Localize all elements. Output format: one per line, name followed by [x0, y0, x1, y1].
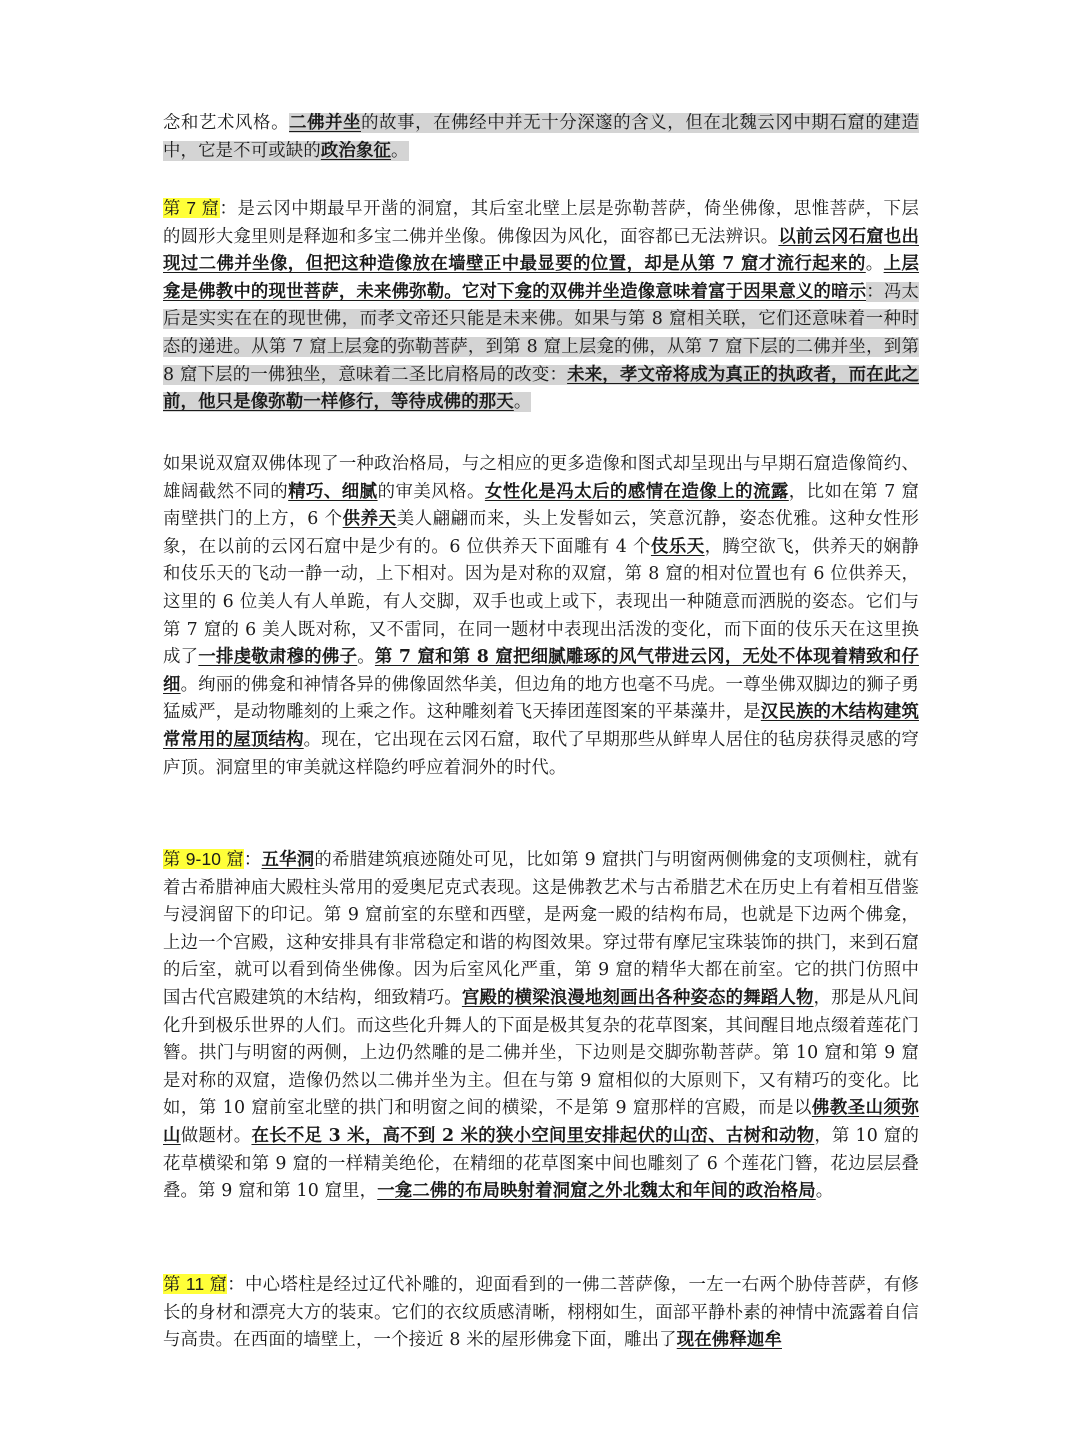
emphasized-text: 以前云冈石窟也出现过二佛并坐像，但把这种造像放在墙壁正中最显要的位置，却是从第 7 窟才流行起来的: [163, 226, 919, 275]
text-run: 做题材。: [180, 1125, 252, 1146]
text-run: 美人翩翩而来，头上发髻如云，笑意沉静，姿态优雅。这种女性形象，在以前的云冈石窟中是少有的。6 位供养天下面雕有 4 个: [163, 509, 920, 557]
text-run: 念和艺术风格。: [163, 113, 290, 133]
text-run: ，第 10 窟的花草横梁和第 9 窟的一样精美绝伦，在精细的花草图案中间也雕刻了 6 个莲花门簪，花边层层叠叠。第 9 窟和第 10 窟里，: [163, 1125, 920, 1202]
cave-label: 第 11 窟: [163, 1274, 228, 1294]
emphasized-text: 女性化是冯太后的感情在造像上的流露: [484, 481, 789, 502]
text-run: 。: [815, 1181, 834, 1202]
highlighted-text: 的故事，在佛经中并无十分深邃的含义，但在北魏云冈中期石窟的建造中，它是不可或缺的: [163, 113, 919, 161]
emphasized-text: 五华洞: [261, 850, 315, 870]
cave-label: 第 9-10 窟: [163, 849, 244, 869]
text-run: ：中心塔柱是经过辽代补雕的，迎面看到的一佛二菩萨像，一左一右两个胁侍菩萨，有修长的身材和漂亮大方的装束。它们的衣纹质感清晰，栩栩如生，面部平静朴素的神情中流露着自信与高贵。在西面的墙壁上，一个接近 8 米的屋形佛龛下面，雕出了: [163, 1275, 919, 1351]
emphasized-text: 精巧、细腻: [288, 481, 378, 502]
cave-label: 第 7 窟: [163, 198, 220, 218]
text-run: 。: [865, 254, 884, 275]
emphasized-highlighted-text: 二佛并坐: [289, 113, 362, 133]
emphasized-text: 上层龛是佛教中的现世菩萨，未来佛弥勒。它对下龛的双佛并坐造像意味着富于因果意义的暗示: [163, 254, 919, 302]
text-run: ：: [243, 850, 262, 870]
text-run: ，那是从凡间化升到极乐世界的人们。而这些化升舞人的下面是极其复杂的花草图案，其间醒目地点缀着莲花门簪。拱门与明窗的两侧，上边仍然雕的是二佛并坐，下边则是交脚弥勒菩萨。第 10 窟和第 9 窟是对称的双窟，造像仍然以二佛并坐为主。但在与第 9 窟相似的大原则下，又有精巧的变化。比如，第 10 窟前室北壁的拱门和明窗之间的横梁，不是第 9 窟那样的宫殿，而是以: [163, 987, 919, 1119]
highlighted-text: ：冯太后是实实在在的现世佛，而孝文帝还只能是未来佛。如果与第 8 窟相关联，它们还意味着一种时态的递进。从第 7 窟上层龛的弥勒菩萨，到第 8 窟上层龛的佛，从第 7 窟下层的二佛并坐，到第 8 窟下层的一佛独坐，意味着二圣比肩格局的改变：: [163, 281, 919, 385]
emphasized-text: 一龛二佛的布局映射着洞窟之外北魏太和年间的政治格局: [377, 1181, 816, 1202]
emphasized-text: 在长不足 3 米，高不到 2 米的狭小空间里安排起伏的山峦、古树和动物: [251, 1125, 815, 1146]
text-run: ，腾空欲飞，供养天的娴静和伎乐天的飞动一静一动，上下相对。因为是对称的双窟，第 8 窟的相对位置也有 6 位供养天，这里的 6 位美人有人单跪，有人交脚，双手也或上或下，表现出一种随意而洒脱的姿态。它们与第 7 窟的 6 美人既对称，又不雷同，在同一题材中表现出活泼的变化，而下面的伎乐天在这里换成了: [163, 536, 919, 668]
highlighted-text: 。: [513, 392, 532, 413]
text-run: 的审美风格。: [377, 481, 485, 502]
emphasized-text: 一排虔敬肃穆的佛子: [198, 647, 358, 668]
emphasized-text: 供养天: [342, 509, 397, 530]
emphasized-text: 宫殿的横梁浪漫地刻画出各种姿态的舞蹈人物: [461, 987, 814, 1008]
text-run: ，比如在第 7 窟南壁拱门的上方，6 个: [163, 481, 919, 530]
emphasized-highlighted-text: 未来，孝文帝将成为真正的执政者，而在此之前，他只是像弥勒一样修行，等待成佛的那天: [163, 364, 919, 413]
highlighted-text: 。: [391, 140, 409, 161]
emphasized-text: 佛教圣山须弥山: [163, 1098, 920, 1146]
text-run: 。绚丽的佛龛和神情各异的佛像固然华美，但边角的地方也毫不马虎。一尊坐佛双脚边的狮子勇猛威严，是动物雕刻的上乘之作。这种雕刻着飞天捧团莲图案的平棊藻井，是: [163, 674, 919, 723]
emphasized-text: 第 7 窟和第 8 窟把细腻雕琢的风气带进云冈，无处不体现着精致和仔细: [163, 647, 919, 695]
paragraph-cave-7: [163, 195, 919, 417]
text-run: 。: [357, 647, 375, 668]
text-run: 。现在，它出现在云冈石窟，取代了早期那些从鲜卑人居住的毡房获得灵感的穹庐顶。洞窟里的审美就这样隐约呼应着洞外的时代。: [163, 729, 919, 778]
emphasized-text: 汉民族的木结构建筑常常用的屋顶结构: [163, 702, 919, 750]
text-run: 的希腊建筑痕迹随处可见，比如第 9 窟拱门与明窗两侧佛龛的支项侧柱，就有着古希腊神庙大殿柱头常用的爱奥尼克式表现。这是佛教艺术与古希腊艺术在历史上有着相互借鉴与浸润留下的印记。第 9 窟前室的东壁和西壁，是两龛一殿的结构布局，也就是下边两个佛龛，上边一个宫殿，这种安排具有非常稳定和谐的构图效果。穿过带有摩尼宝珠装饰的拱门，来到石窟的后室，就可以看到倚坐佛像。因为后室风化严重，第 9 窟的精华大都在前室。它的拱门仿照中国古代宫殿建筑的木结构，细致精巧。: [163, 850, 919, 1008]
emphasized-text: 伎乐天: [650, 536, 705, 557]
text-run: ：是云冈中期最早开凿的洞窟，其后室北壁上层是弥勒菩萨，倚坐佛像，思惟菩萨，下层的圆形大龛里则是释迦和多宝二佛并坐像。佛像因为风化，面容都已无法辨识。: [163, 199, 919, 247]
emphasized-highlighted-text: 政治象征: [320, 140, 392, 161]
paragraph-cave-11: [163, 1271, 919, 1355]
paragraph-aesthetic-style: [163, 451, 919, 782]
paragraph-caves-9-10: [163, 846, 919, 1206]
emphasized-text: 现在佛释迦牟: [676, 1330, 782, 1351]
paragraph-twin-buddha-intro: [163, 110, 919, 165]
text-run: 如果说双窟双佛体现了一种政治格局，与之相应的更多造像和图式却呈现出与早期石窟造像简约、雄阔截然不同的: [163, 454, 919, 502]
